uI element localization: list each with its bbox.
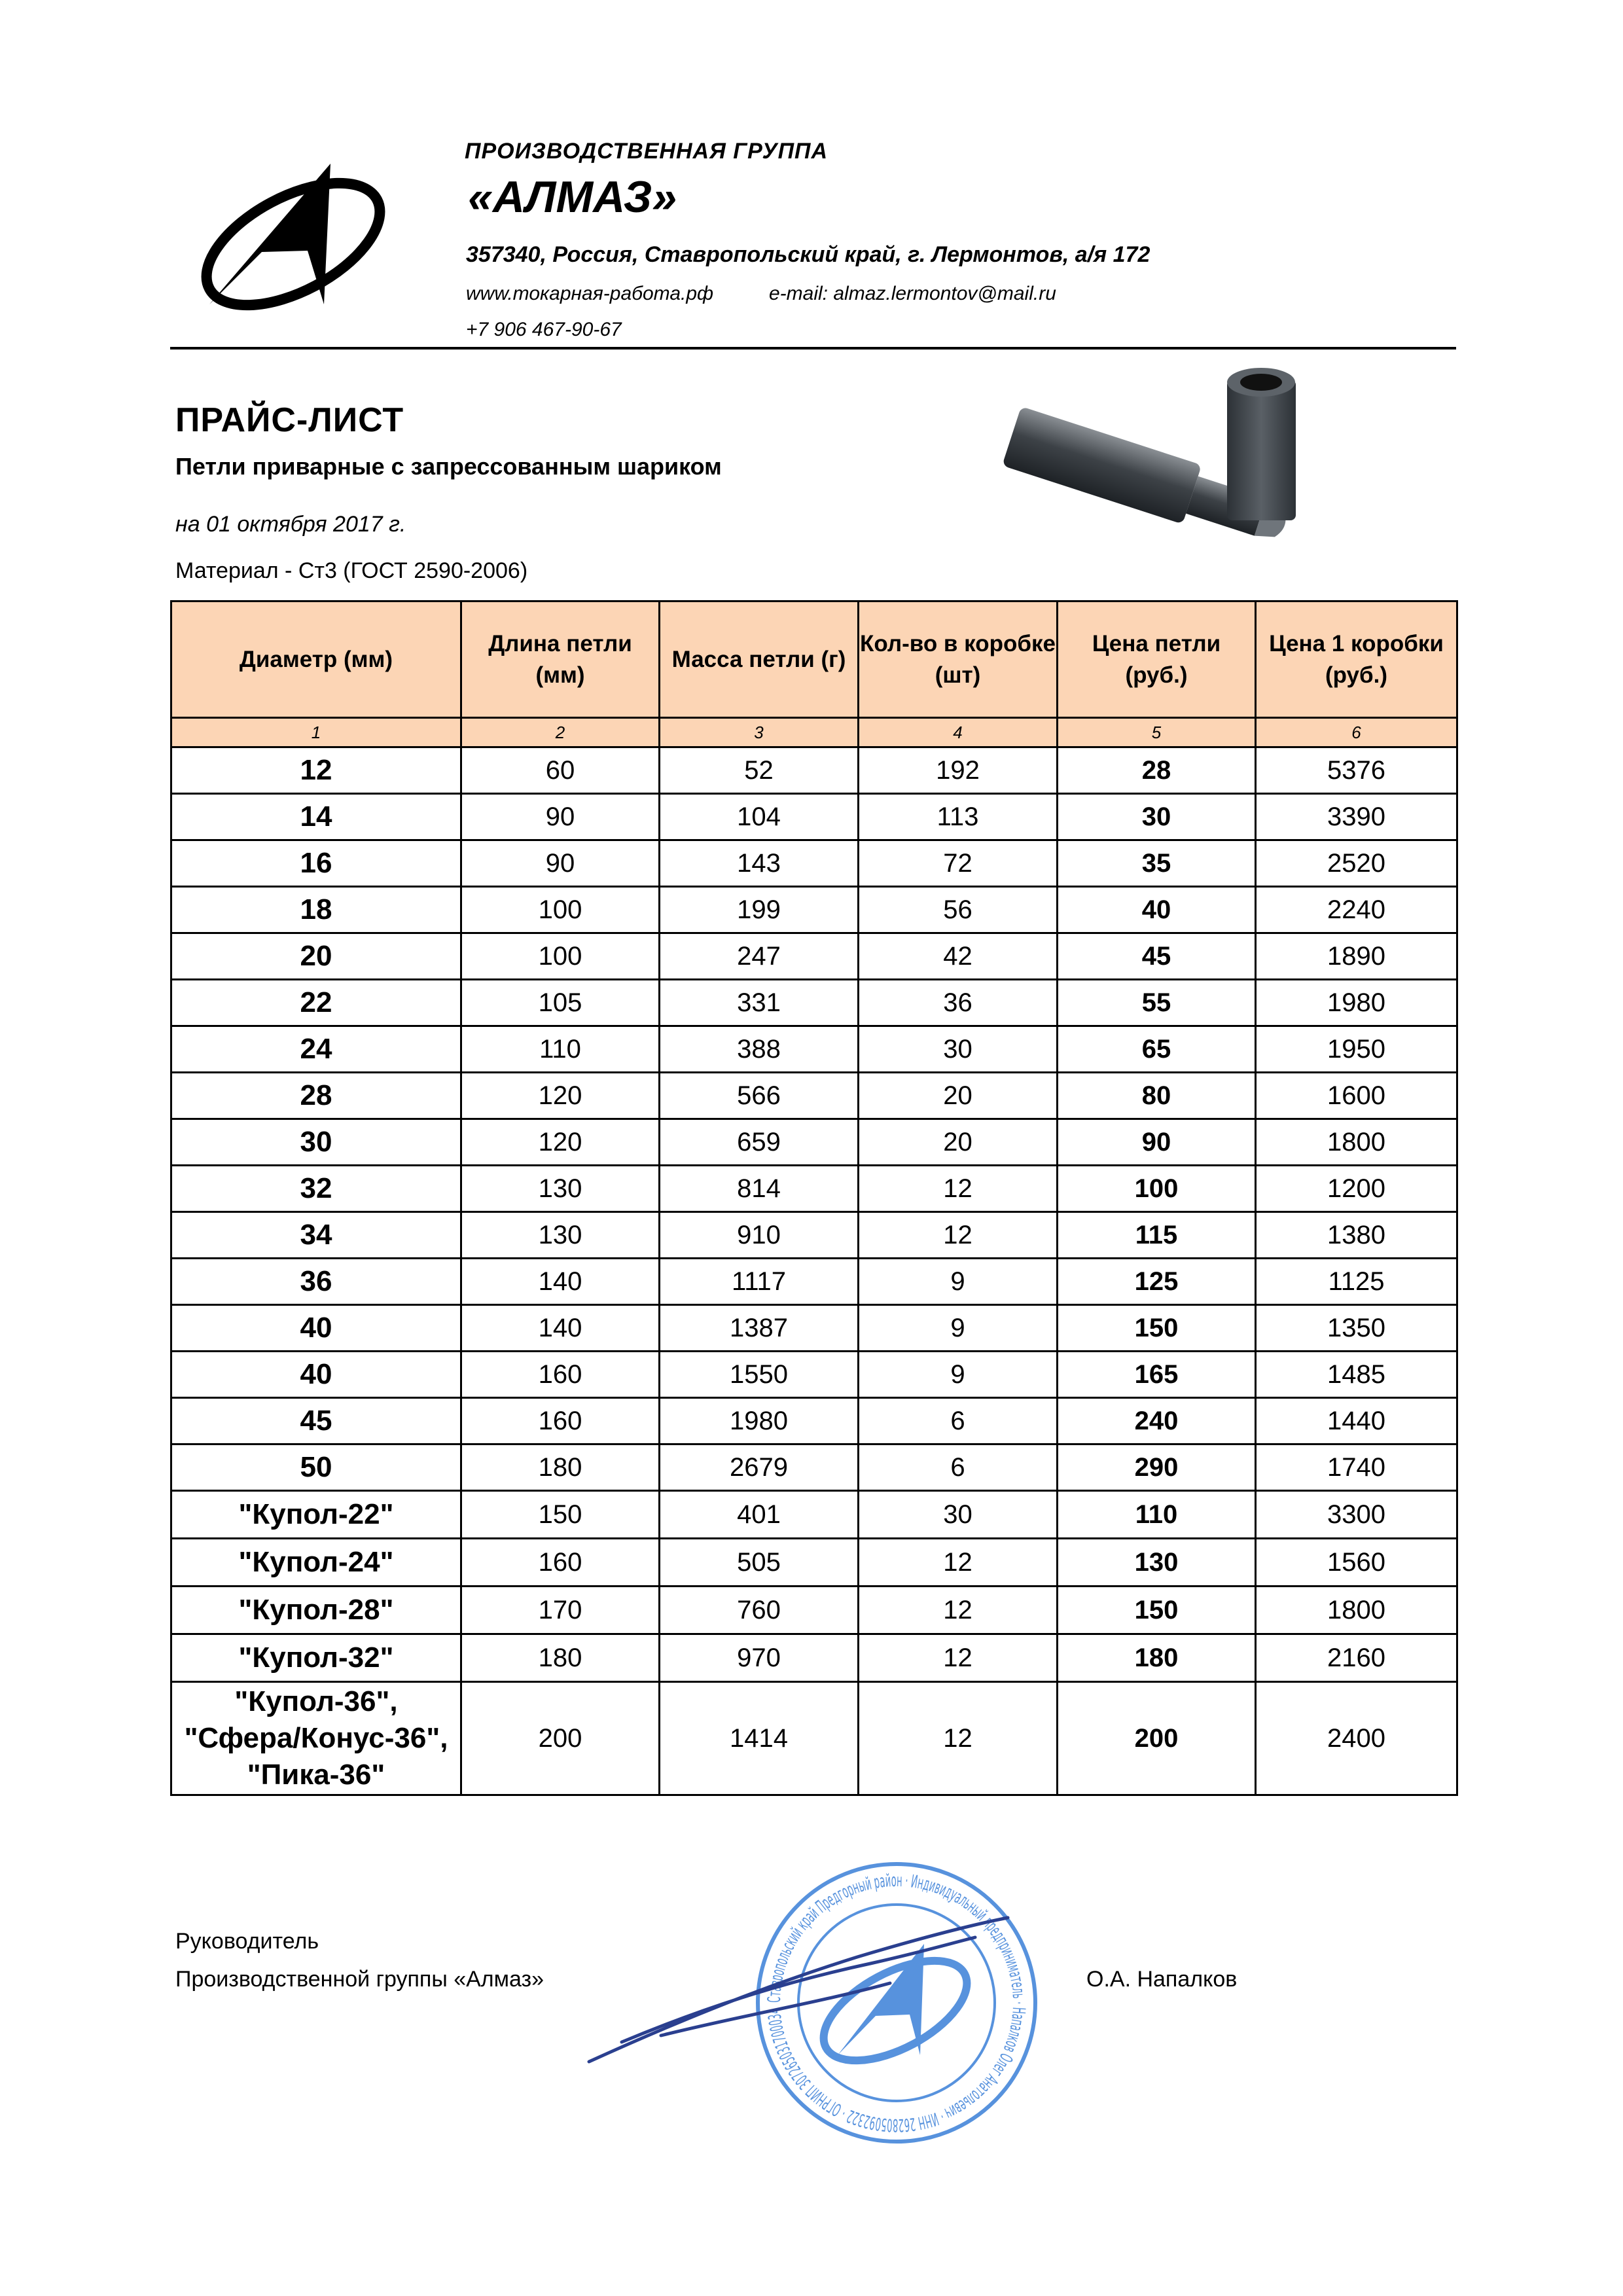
cell-mass: 199 [660, 887, 859, 933]
cell-diameter: 14 [171, 794, 461, 840]
cell-box-price: 1200 [1256, 1166, 1457, 1212]
cell-unit-price: 240 [1058, 1398, 1256, 1444]
table-row [171, 1352, 1457, 1398]
cell-length: 120 [461, 1073, 660, 1119]
cell-box-qty: 56 [859, 887, 1058, 933]
cell-diameter: 40 [171, 1352, 461, 1398]
cell-box-qty: 12 [859, 1587, 1058, 1634]
cell-length: 60 [461, 747, 660, 794]
table-row [171, 1026, 1457, 1073]
cell-box-qty: 42 [859, 933, 1058, 980]
cell-unit-price: 180 [1058, 1634, 1256, 1682]
cell-box-price: 1380 [1256, 1212, 1457, 1259]
cell-unit-price: 125 [1058, 1259, 1256, 1305]
cell-mass: 566 [660, 1073, 859, 1119]
cell-box-price: 1740 [1256, 1444, 1457, 1491]
table-row [171, 1444, 1457, 1491]
cell-diameter: 18 [171, 887, 461, 933]
cell-box-qty: 12 [859, 1212, 1058, 1259]
col-header-box-qty: Кол-во в коробке (шт) [859, 601, 1058, 718]
cell-box-qty: 113 [859, 794, 1058, 840]
cell-unit-price: 28 [1058, 747, 1256, 794]
cell-length: 200 [461, 1682, 660, 1795]
cell-length: 170 [461, 1587, 660, 1634]
table-row [171, 1491, 1457, 1539]
almaz-logo-icon [196, 154, 393, 317]
cell-unit-price: 165 [1058, 1352, 1256, 1398]
cell-length: 160 [461, 1352, 660, 1398]
cell-diameter: 24 [171, 1026, 461, 1073]
col-number: 5 [1058, 718, 1256, 747]
signatory-name: О.А. Напалков [1086, 1967, 1238, 1992]
column-number-row [171, 718, 1457, 747]
cell-length: 100 [461, 887, 660, 933]
cell-mass: 143 [660, 840, 859, 887]
cell-box-price: 1125 [1256, 1259, 1457, 1305]
cell-unit-price: 45 [1058, 933, 1256, 980]
cell-unit-price: 290 [1058, 1444, 1256, 1491]
cell-length: 180 [461, 1634, 660, 1682]
cell-box-price: 2520 [1256, 840, 1457, 887]
material-spec: Материал - Ст3 (ГОСТ 2590-2006) [175, 558, 528, 583]
table-row [171, 1166, 1457, 1212]
cell-length: 100 [461, 933, 660, 980]
cell-box-qty: 12 [859, 1166, 1058, 1212]
col-header-mass: Масса петли (г) [660, 601, 859, 718]
page-subtitle: Петли приварные с запрессованным шариком [175, 453, 722, 480]
col-header-length: Длина петли (мм) [461, 601, 660, 718]
cell-box-qty: 6 [859, 1398, 1058, 1444]
header-divider [170, 347, 1456, 350]
cell-mass: 1117 [660, 1259, 859, 1305]
cell-box-price: 1800 [1256, 1587, 1457, 1634]
cell-box-price: 1350 [1256, 1305, 1457, 1352]
table-row [171, 980, 1457, 1026]
cell-diameter: 50 [171, 1444, 461, 1491]
cell-mass: 331 [660, 980, 859, 1026]
company-email[interactable]: e-mail: almaz.lermontov@mail.ru [769, 283, 1056, 304]
cell-box-price: 3390 [1256, 794, 1457, 840]
cell-box-qty: 9 [859, 1259, 1058, 1305]
cell-mass: 2679 [660, 1444, 859, 1491]
cell-diameter: 30 [171, 1119, 461, 1166]
table-row [171, 1259, 1457, 1305]
company-address: 357340, Россия, Ставропольский край, г. Лермонтов, а/я 172 [466, 242, 1150, 267]
cell-length: 130 [461, 1166, 660, 1212]
table-row [171, 933, 1457, 980]
cell-length: 90 [461, 794, 660, 840]
company-phone: +7 906 467-90-67 [466, 319, 622, 340]
cell-box-price: 1950 [1256, 1026, 1457, 1073]
cell-diameter: 12 [171, 747, 461, 794]
signature-icon [582, 1911, 1014, 2068]
cell-length: 105 [461, 980, 660, 1026]
table-row [171, 1398, 1457, 1444]
cell-length: 90 [461, 840, 660, 887]
cell-length: 130 [461, 1212, 660, 1259]
table-row [171, 887, 1457, 933]
table-row [171, 1305, 1457, 1352]
cell-mass: 505 [660, 1539, 859, 1587]
company-group-label: ПРОИЗВОДСТВЕННАЯ ГРУППА [465, 139, 829, 164]
cell-unit-price: 65 [1058, 1026, 1256, 1073]
cell-diameter: 16 [171, 840, 461, 887]
table-row [171, 1682, 1457, 1795]
cell-diameter: 45 [171, 1398, 461, 1444]
cell-box-price: 2400 [1256, 1682, 1457, 1795]
cell-box-price: 5376 [1256, 747, 1457, 794]
company-brand: «АЛМАЗ» [468, 172, 677, 222]
signatory-position-line1: Руководитель [175, 1929, 319, 1954]
table-row [171, 794, 1457, 840]
cell-mass: 970 [660, 1634, 859, 1682]
col-number: 1 [171, 718, 461, 747]
cell-diameter: 22 [171, 980, 461, 1026]
cell-box-qty: 36 [859, 980, 1058, 1026]
table-row [171, 840, 1457, 887]
cell-box-price: 1560 [1256, 1539, 1457, 1587]
col-header-diameter: Диаметр (мм) [171, 601, 461, 718]
cell-mass: 104 [660, 794, 859, 840]
cell-diameter: "Купол-22" [171, 1491, 461, 1539]
cell-box-price: 1890 [1256, 933, 1457, 980]
cell-unit-price: 55 [1058, 980, 1256, 1026]
cell-unit-price: 80 [1058, 1073, 1256, 1119]
cell-mass: 1414 [660, 1682, 859, 1795]
col-header-unit-price: Цена петли (руб.) [1058, 601, 1256, 718]
cell-box-qty: 9 [859, 1305, 1058, 1352]
cell-box-price: 1600 [1256, 1073, 1457, 1119]
cell-length: 110 [461, 1026, 660, 1073]
cell-mass: 388 [660, 1026, 859, 1073]
cell-mass: 760 [660, 1587, 859, 1634]
cell-mass: 52 [660, 747, 859, 794]
cell-unit-price: 150 [1058, 1305, 1256, 1352]
cell-diameter: 40 [171, 1305, 461, 1352]
cell-box-price: 1485 [1256, 1352, 1457, 1398]
cell-box-price: 2160 [1256, 1634, 1457, 1682]
cell-unit-price: 200 [1058, 1682, 1256, 1795]
cell-mass: 247 [660, 933, 859, 980]
cell-diameter: "Купол-28" [171, 1587, 461, 1634]
cell-length: 140 [461, 1305, 660, 1352]
cell-unit-price: 30 [1058, 794, 1256, 840]
cell-box-qty: 12 [859, 1682, 1058, 1795]
table-row [171, 1119, 1457, 1166]
col-number: 6 [1256, 718, 1457, 747]
cell-length: 150 [461, 1491, 660, 1539]
cell-mass: 910 [660, 1212, 859, 1259]
cell-box-qty: 192 [859, 747, 1058, 794]
table-header-row [171, 601, 1457, 718]
col-header-box-price: Цена 1 коробки (руб.) [1256, 601, 1457, 718]
cell-box-qty: 9 [859, 1352, 1058, 1398]
cell-diameter: 34 [171, 1212, 461, 1259]
col-number: 3 [660, 718, 859, 747]
cell-box-price: 3300 [1256, 1491, 1457, 1539]
cell-length: 120 [461, 1119, 660, 1166]
table-row [171, 1634, 1457, 1682]
cell-unit-price: 90 [1058, 1119, 1256, 1166]
cell-unit-price: 35 [1058, 840, 1256, 887]
cell-box-price: 1980 [1256, 980, 1457, 1026]
cell-diameter: 28 [171, 1073, 461, 1119]
cell-diameter: "Купол-24" [171, 1539, 461, 1587]
hinge-photo [982, 360, 1374, 589]
cell-length: 180 [461, 1444, 660, 1491]
col-number: 2 [461, 718, 660, 747]
cell-box-qty: 30 [859, 1026, 1058, 1073]
company-website[interactable]: www.токарная-работа.рф [466, 283, 714, 304]
cell-mass: 401 [660, 1491, 859, 1539]
cell-diameter: "Купол-32" [171, 1634, 461, 1682]
signatory-position-line2: Производственной группы «Алмаз» [175, 1967, 544, 1992]
table-row [171, 1539, 1457, 1587]
cell-length: 160 [461, 1398, 660, 1444]
cell-mass: 1387 [660, 1305, 859, 1352]
cell-unit-price: 110 [1058, 1491, 1256, 1539]
cell-diameter: 20 [171, 933, 461, 980]
cell-diameter: 32 [171, 1166, 461, 1212]
cell-unit-price: 100 [1058, 1166, 1256, 1212]
cell-box-qty: 30 [859, 1491, 1058, 1539]
cell-box-price: 2240 [1256, 887, 1457, 933]
col-number: 4 [859, 718, 1058, 747]
cell-length: 140 [461, 1259, 660, 1305]
cell-diameter: "Купол-36", "Сфера/Конус-36", "Пика-36" [171, 1682, 461, 1795]
cell-mass: 1550 [660, 1352, 859, 1398]
cell-mass: 659 [660, 1119, 859, 1166]
table-row [171, 1073, 1457, 1119]
cell-box-qty: 20 [859, 1073, 1058, 1119]
cell-box-qty: 12 [859, 1634, 1058, 1682]
cell-box-price: 1440 [1256, 1398, 1457, 1444]
cell-box-qty: 20 [859, 1119, 1058, 1166]
cell-length: 160 [461, 1539, 660, 1587]
cell-mass: 814 [660, 1166, 859, 1212]
cell-mass: 1980 [660, 1398, 859, 1444]
cell-unit-price: 150 [1058, 1587, 1256, 1634]
table-row [171, 1212, 1457, 1259]
cell-diameter: 36 [171, 1259, 461, 1305]
cell-unit-price: 130 [1058, 1539, 1256, 1587]
cell-unit-price: 40 [1058, 887, 1256, 933]
cell-box-price: 1800 [1256, 1119, 1457, 1166]
cell-box-qty: 6 [859, 1444, 1058, 1491]
cell-box-qty: 72 [859, 840, 1058, 887]
page-title: ПРАЙС-ЛИСТ [175, 401, 404, 439]
cell-unit-price: 115 [1058, 1212, 1256, 1259]
price-date: на 01 октября 2017 г. [175, 512, 406, 537]
table-row [171, 747, 1457, 794]
price-table [170, 600, 1458, 1796]
cell-box-qty: 12 [859, 1539, 1058, 1587]
svg-text:Ставропольский край Предгорный: Ставропольский край Предгорный район · Индивидуальный предприниматель · Напалков Олег Анатольевич · ИНН 262805092322 · ОГРНИП 307265031700034 [764, 1870, 1029, 2136]
table-row [171, 1587, 1457, 1634]
